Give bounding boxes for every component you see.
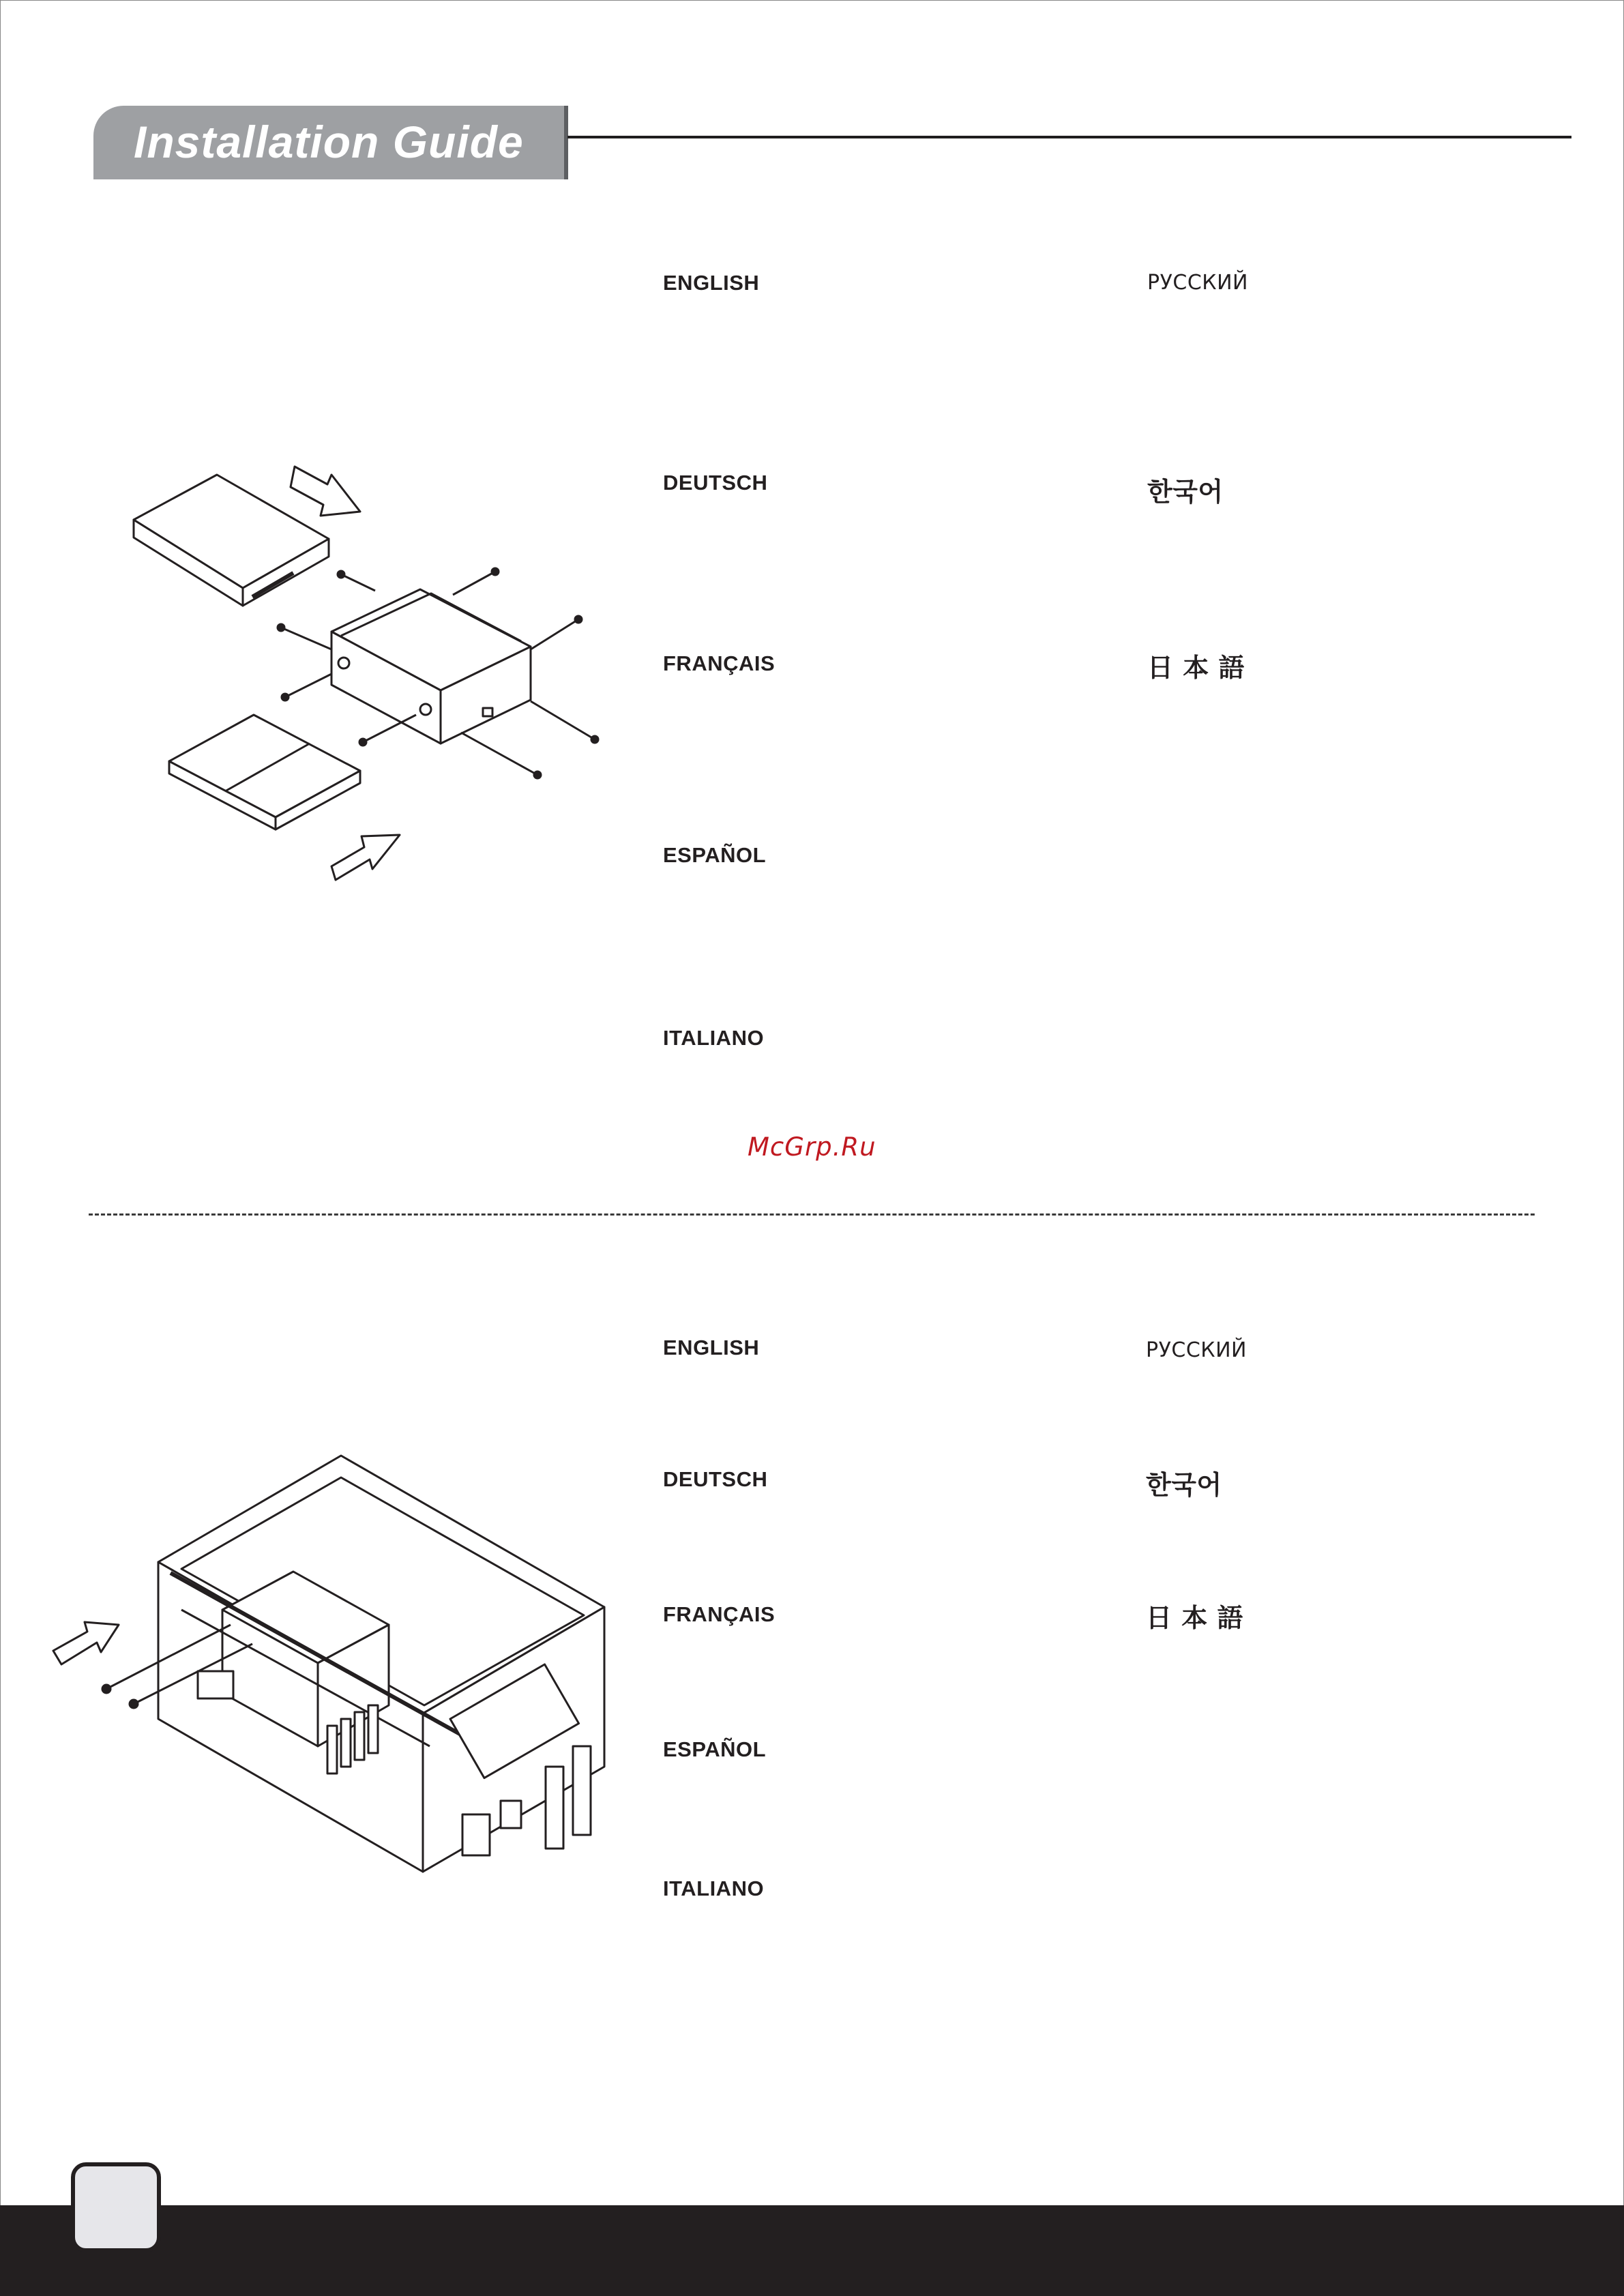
- lang-espanol-1: ESPAÑOL: [663, 843, 767, 867]
- lang-english-2: ENGLISH: [663, 1336, 760, 1359]
- lang-japanese-2: 日 本 語: [1146, 1603, 1243, 1633]
- insert-arrow-icon-2: [53, 1622, 119, 1664]
- lang-deutsch-1: DEUTSCH: [663, 471, 768, 495]
- lang-korean-2: 한국어: [1146, 1470, 1222, 1500]
- lang-japanese-1: 日 本 語: [1147, 653, 1245, 683]
- title-rule: [567, 136, 1571, 138]
- lang-english-1: ENGLISH: [663, 271, 760, 295]
- lang-deutsch-2: DEUTSCH: [663, 1467, 768, 1491]
- lang-italiano-1: ITALIANO: [663, 1026, 765, 1050]
- watermark: McGrp.Ru: [748, 1132, 876, 1162]
- page-title: Installation Guide: [134, 117, 524, 167]
- lang-francais-2: FRANÇAIS: [663, 1602, 776, 1626]
- insert-arrow-icon: [291, 467, 360, 516]
- lang-francais-1: FRANÇAIS: [663, 651, 776, 675]
- lang-russian-2: РУССКИЙ: [1146, 1338, 1247, 1362]
- drive-cage-illustration: [123, 457, 621, 900]
- lang-italiano-2: ITALIANO: [663, 1876, 765, 1900]
- section-divider: [89, 1213, 1535, 1216]
- lang-espanol-2: ESPAÑOL: [663, 1737, 767, 1761]
- lang-russian-1: РУССКИЙ: [1147, 271, 1248, 295]
- lang-korean-1: 한국어: [1147, 477, 1224, 507]
- page-number-box: [71, 2162, 161, 2252]
- hard-drive-bottom: [169, 715, 360, 817]
- chassis-illustration: [48, 1446, 621, 1883]
- footer-bar: [0, 2205, 1624, 2296]
